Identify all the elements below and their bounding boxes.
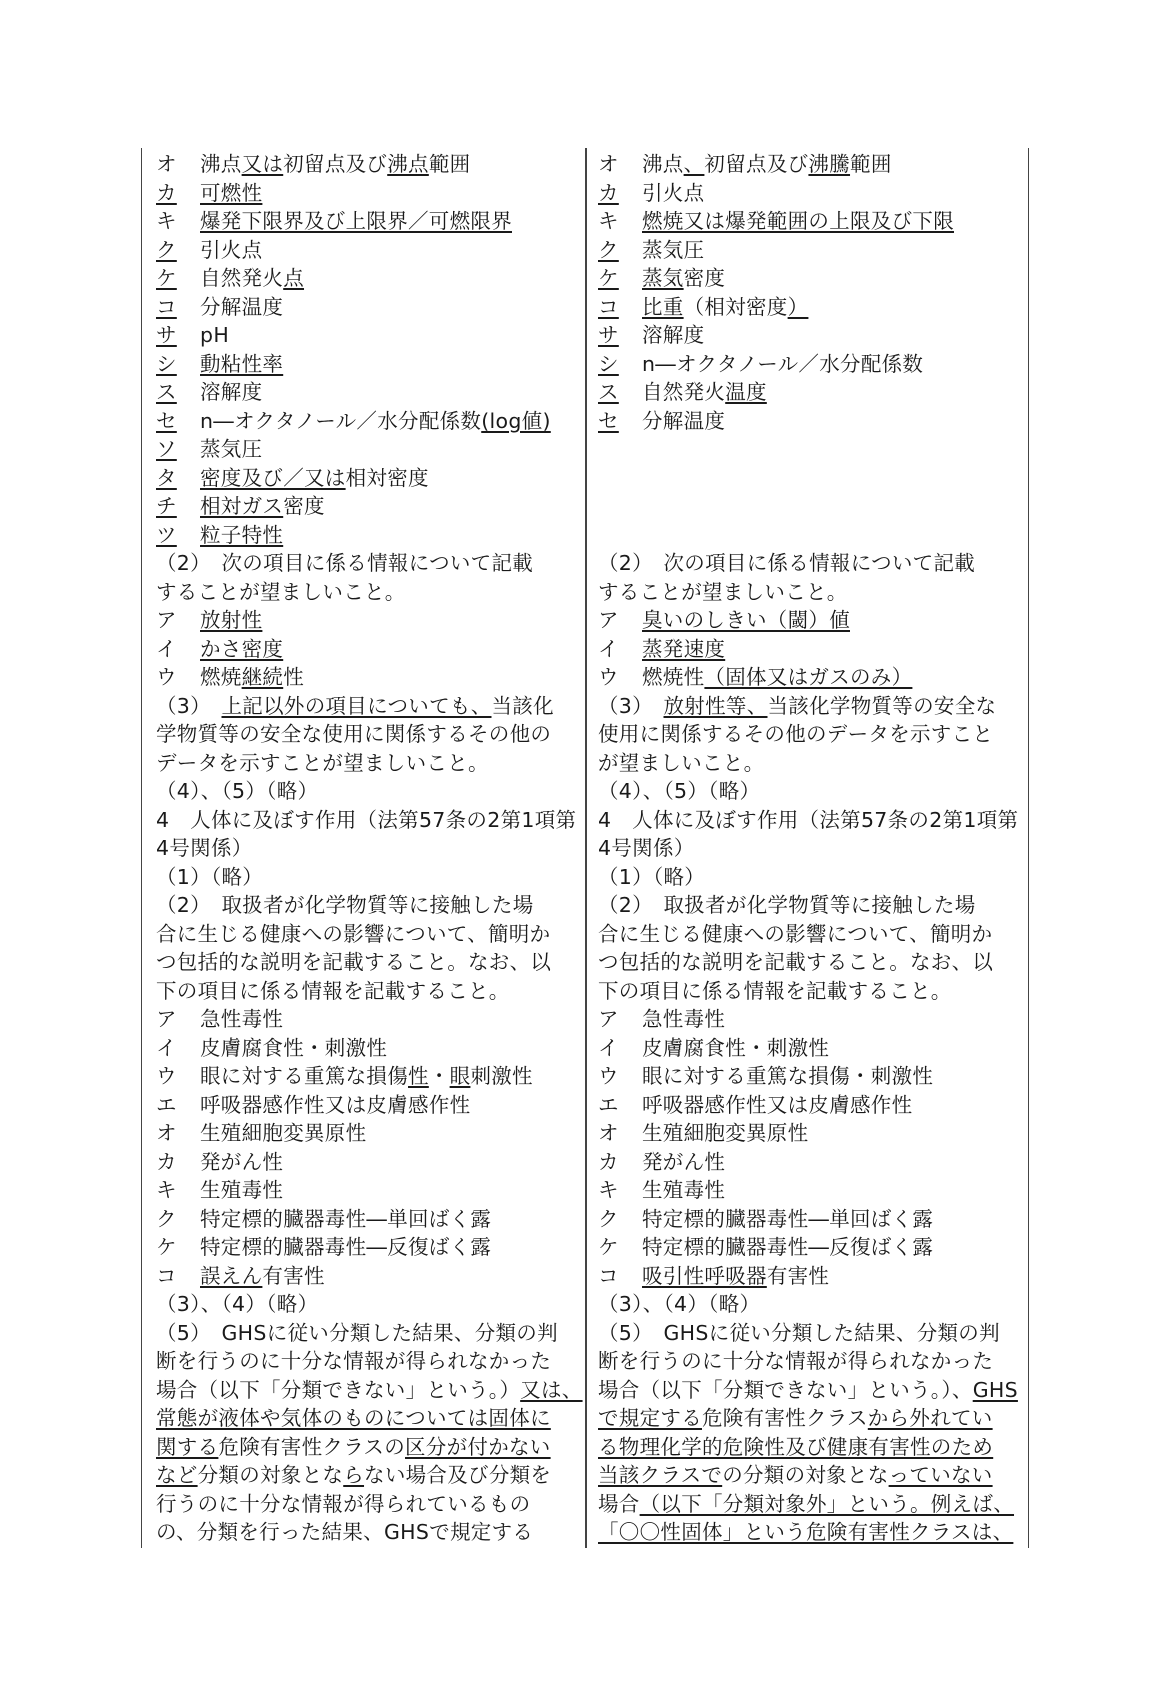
paragraph-line: つ包括的な説明を記載すること。なお、以 bbox=[598, 950, 994, 974]
paragraph-line: （1）（略） bbox=[598, 864, 706, 889]
paragraph-line: （3） 放射性等、当該化学物質等の安全な bbox=[598, 693, 997, 718]
list-item: ウ 燃焼継続性 bbox=[156, 665, 305, 689]
paragraph-line: （2） 次の項目に係る情報について記載 bbox=[598, 551, 976, 575]
list-item: キ 燃焼又は爆発範囲の上限及び下限 bbox=[598, 209, 954, 233]
list-item: ス 溶解度 bbox=[156, 380, 263, 404]
list-item: サ pH bbox=[156, 323, 230, 347]
list-item: ア 急性毒性 bbox=[156, 1007, 284, 1031]
list-item: ク 引火点 bbox=[156, 237, 263, 262]
paragraph-line: 行うのに十分な情報が得られているもの bbox=[156, 1491, 531, 1516]
list-item: ク 蒸気圧 bbox=[598, 237, 705, 262]
list-item: カ 発がん性 bbox=[156, 1149, 284, 1174]
list-item: ウ 眼に対する重篤な損傷性・眼刺激性 bbox=[156, 1064, 533, 1088]
list-item: キ 生殖毒性 bbox=[598, 1178, 726, 1202]
paragraph-line: （2） 取扱者が化学物質等に接触した場 bbox=[156, 893, 534, 917]
paragraph-line: 断を行うのに十分な情報が得られなかった bbox=[156, 1349, 552, 1373]
list-item: サ 溶解度 bbox=[598, 323, 705, 347]
list-item: エ 呼吸器感作性又は皮膚感作性 bbox=[156, 1092, 471, 1117]
paragraph-line: で規定する危険有害性クラスから外れてい bbox=[598, 1406, 993, 1430]
paragraph-line: （3）、（4）（略） bbox=[156, 1292, 319, 1316]
list-item: コ 吸引性呼吸器有害性 bbox=[598, 1263, 830, 1288]
list-item: ツ 粒子特性 bbox=[156, 522, 284, 547]
list-item: ケ 自然発火点 bbox=[156, 266, 305, 290]
list-item: ソ 蒸気圧 bbox=[156, 437, 263, 461]
list-item: オ 生殖細胞変異原性 bbox=[598, 1121, 809, 1145]
blank-line bbox=[598, 521, 1026, 550]
paragraph-line: 常態が液体や気体のものについては固体に bbox=[156, 1406, 551, 1430]
list-item: ケ 特定標的臓器毒性―反復ばく露 bbox=[156, 1235, 492, 1259]
paragraph-line: など分類の対象とならない場合及び分類を bbox=[156, 1463, 552, 1487]
paragraph-line: の、分類を行った結果、GHSで規定する bbox=[156, 1520, 534, 1544]
paragraph-line: （4）、（5）（略） bbox=[156, 779, 319, 803]
paragraph-line: （3） 上記以外の項目についても、当該化 bbox=[156, 693, 554, 718]
list-item: カ 引火点 bbox=[598, 180, 705, 205]
paragraph-line: データを示すことが望ましいこと。 bbox=[156, 750, 489, 775]
list-item: オ 沸点又は初留点及び沸点範囲 bbox=[156, 152, 471, 176]
list-item: シ n―オクタノール／水分配係数 bbox=[598, 351, 924, 376]
list-item: エ 呼吸器感作性又は皮膚感作性 bbox=[598, 1092, 913, 1117]
list-item: コ 分解温度 bbox=[156, 294, 284, 319]
list-item: オ 生殖細胞変異原性 bbox=[156, 1121, 367, 1145]
list-item: セ 分解温度 bbox=[598, 408, 726, 433]
paragraph-line: （3）、（4）（略） bbox=[598, 1292, 761, 1316]
list-item: ク 特定標的臓器毒性―単回ばく露 bbox=[156, 1206, 492, 1231]
paragraph-line: 当該クラスでの分類の対象となっていない bbox=[598, 1463, 993, 1487]
list-item: イ 蒸発速度 bbox=[598, 636, 726, 661]
paragraph-line: 場合（以下「分類できない」という。）又は、 bbox=[156, 1377, 583, 1402]
paragraph-line: 下の項目に係る情報を記載すること。 bbox=[156, 978, 510, 1003]
list-item: コ 比重（相対密度） bbox=[598, 294, 809, 319]
section-heading: 4号関係） bbox=[156, 836, 253, 860]
list-item: ア 臭いのしきい（閾）値 bbox=[598, 608, 850, 632]
list-item: カ 可燃性 bbox=[156, 180, 263, 205]
list-item: キ 生殖毒性 bbox=[156, 1178, 284, 1202]
paragraph-line: （5） GHSに従い分類した結果、分類の判 bbox=[598, 1320, 1000, 1345]
list-item: ウ 燃焼性（固体又はガスのみ） bbox=[598, 665, 913, 689]
paragraph-line: （1）（略） bbox=[156, 864, 264, 889]
paragraph-line: （2） 取扱者が化学物質等に接触した場 bbox=[598, 893, 976, 917]
list-item: セ n―オクタノール／水分配係数(log値) bbox=[156, 408, 551, 433]
paragraph-line: 断を行うのに十分な情報が得られなかった bbox=[598, 1349, 994, 1373]
paragraph-line: 関する危険有害性クラスの区分が付かない bbox=[156, 1434, 551, 1459]
paragraph-line: つ包括的な説明を記載すること。なお、以 bbox=[156, 950, 552, 974]
left-column-old-text bbox=[156, 150, 584, 1547]
blank-line bbox=[598, 492, 1026, 521]
list-item: ク 特定標的臓器毒性―単回ばく露 bbox=[598, 1206, 934, 1231]
list-item: ア 放射性 bbox=[156, 608, 263, 632]
paragraph-line: 学物質等の安全な使用に関係するその他の bbox=[156, 722, 552, 746]
paragraph-line: 下の項目に係る情報を記載すること。 bbox=[598, 978, 952, 1003]
list-item: ケ 蒸気密度 bbox=[598, 266, 726, 290]
blank-line bbox=[598, 464, 1026, 493]
paragraph-line: 使用に関係するその他のデータを示すこと bbox=[598, 722, 994, 746]
list-item: タ 密度及び／又は相対密度 bbox=[156, 465, 429, 490]
paragraph-line: することが望ましいこと。 bbox=[156, 579, 406, 604]
paragraph-line: （5） GHSに従い分類した結果、分類の判 bbox=[156, 1320, 558, 1345]
paragraph-line: することが望ましいこと。 bbox=[598, 579, 848, 604]
list-item: ウ 眼に対する重篤な損傷・刺激性 bbox=[598, 1064, 934, 1088]
section-heading: 4 人体に及ぼす作用（法第57条の2第1項第 bbox=[156, 807, 577, 832]
section-heading: 4号関係） bbox=[598, 836, 695, 860]
list-item: シ 動粘性率 bbox=[156, 351, 284, 376]
paragraph-line: 場合（以下「分類対象外」という。例えば、 bbox=[598, 1491, 1015, 1516]
list-item: ア 急性毒性 bbox=[598, 1007, 726, 1031]
list-item: チ 相対ガス密度 bbox=[156, 494, 325, 518]
list-item: オ 沸点、初留点及び沸騰範囲 bbox=[598, 152, 892, 176]
list-item: カ 発がん性 bbox=[598, 1149, 726, 1174]
list-item: キ 爆発下限界及び上限界／可燃限界 bbox=[156, 209, 512, 233]
paragraph-line: 「〇〇性固体」という危険有害性クラスは、 bbox=[598, 1520, 1014, 1544]
list-item: ケ 特定標的臓器毒性―反復ばく露 bbox=[598, 1235, 934, 1259]
comparison-table bbox=[141, 148, 1029, 1548]
paragraph-line: （4）、（5）（略） bbox=[598, 779, 761, 803]
paragraph-line: 場合（以下「分類できない」という。）、GHS bbox=[598, 1377, 1018, 1402]
blank-line bbox=[598, 435, 1026, 464]
paragraph-line: （2） 次の項目に係る情報について記載 bbox=[156, 551, 534, 575]
list-item: イ かさ密度 bbox=[156, 636, 284, 661]
paragraph-line: 合に生じる健康への影響について、簡明か bbox=[598, 921, 993, 946]
paragraph-line: が望ましいこと。 bbox=[598, 750, 765, 775]
column-divider bbox=[585, 148, 587, 1548]
paragraph-line: る物理化学的危険性及び健康有害性のため bbox=[598, 1434, 994, 1459]
list-item: ス 自然発火温度 bbox=[598, 380, 767, 404]
list-item: イ 皮膚腐食性・刺激性 bbox=[156, 1035, 388, 1060]
paragraph-line: 合に生じる健康への影響について、簡明か bbox=[156, 921, 551, 946]
list-item: コ 誤えん有害性 bbox=[156, 1263, 325, 1288]
section-heading: 4 人体に及ぼす作用（法第57条の2第1項第 bbox=[598, 807, 1019, 832]
right-column-new-text bbox=[598, 150, 1026, 1547]
list-item: イ 皮膚腐食性・刺激性 bbox=[598, 1035, 830, 1060]
